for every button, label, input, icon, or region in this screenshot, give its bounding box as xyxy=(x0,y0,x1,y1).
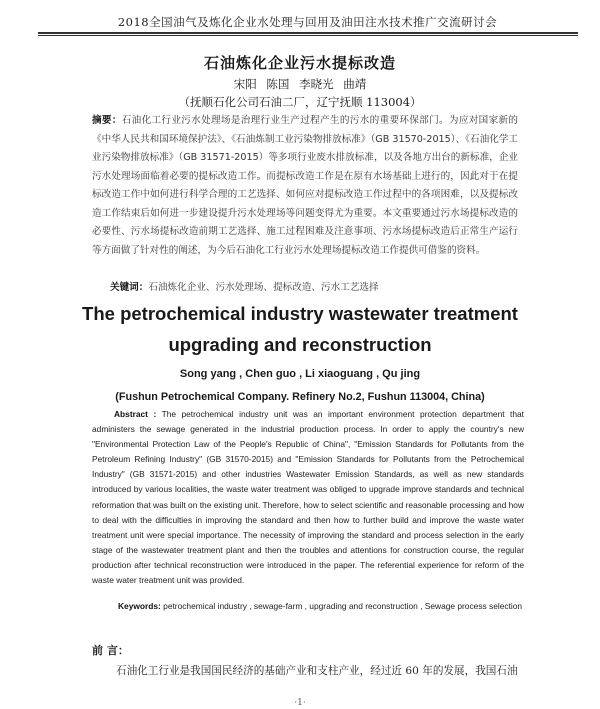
english-keywords-text: petrochemical industry , sewage-farm , upgrading and reconstruction , Sewage process selection xyxy=(163,601,523,611)
chinese-keywords-text: 石油炼化企业、污水处理场、提标改造、污水工艺选择 xyxy=(148,282,379,293)
page-number: ·1· xyxy=(294,698,306,708)
header-rule-thin xyxy=(38,35,578,36)
header-rule xyxy=(38,32,578,34)
english-abstract-label: Abstract : xyxy=(114,409,157,419)
english-title-line-2: upgrading and reconstruction xyxy=(168,334,432,355)
english-title-line-1: The petrochemical industry wastewater treatment xyxy=(82,303,518,324)
english-authors: Song yang , Chen guo , Li xiaoguang , Qu jing xyxy=(179,368,421,380)
english-keywords-label: Keywords: xyxy=(118,601,161,611)
english-abstract xyxy=(92,407,524,588)
running-header: 2018全国油气及炼化企业水处理与回用及油田注水技术推广交流研讨会 xyxy=(117,15,498,29)
chinese-abstract-label: 摘要： xyxy=(92,115,122,126)
english-abstract-text: The petrochemical industry unit was an important environment protection department that administers the sewage generated in the industrial production process. In order to apply the country's new "Environmental Protection Law of the People's Republic of China", "Emission Standards for Pollutants from the Petroleum Refining Industry" (GB 31570-2015) and "Emission Standards for Pollutants from the Petrochemical Industry" (GB 31571-2015) and other industries Wastewater Emission Standards, as well as new standards introduced by various localities, the waste water treatment was obliged to upgrade improve standards and technical reformation that was built on the existing unit. Therefore, how to select scientific and reasonable processing and how to deal with the difficulties in improving the standard and then how to further build and improve the waste water treatment unit were special importance. The necessity of improving the standard and process selection in the early stage of the wastewater treatment plant and then the troubles and attentions for construction course, the regular production after technical reconstruction were introduced in the paper. The referential experience for reform of the waste water treatment unit was provided. xyxy=(92,409,525,586)
chinese-keywords-label: 关键词： xyxy=(110,282,149,293)
english-title xyxy=(0,298,600,360)
chinese-title: 石油炼化企业污水提标改造 xyxy=(203,54,396,72)
english-keywords xyxy=(92,599,524,614)
chinese-affiliation: （抚顺石化公司石油二厂，辽宁抚顺 113004） xyxy=(178,95,422,109)
chinese-abstract xyxy=(92,112,518,260)
preface-heading: 前 言： xyxy=(92,644,129,657)
english-affiliation: (Fushun Petrochemical Company. Refinery No.2, Fushun 113004, China) xyxy=(115,391,485,403)
chinese-abstract-text: 石油化工行业污水处理场是治理行业生产过程产生的污水的重要环保部门。为应对国家新的《中华人民共和国环境保护法》、《石油炼制工业污染物排放标准》（GB 31570-2015）、《石油化学工业污染物排放标准》（GB 31571-2015）等多项行业废水排放标准，以及各地方出台的新标准，企业污水处理场面临着必要的提标改造工作。而提标改造工作是在原有水场基础上进行的，因此对于在提标改造工作中如何进行科学合理的工艺选择、如何应对提标改造工作过程中的各项困难，以及提标改造工作结束后如何进一步建设提升污水处理场等问题变得尤为重要。本文重要通过污水场提标改造的必要性、污水场提标改造前期工艺选择、施工过程困难及注意事项、污水场提标改造后正常生产运行等方面做了针对性的阐述，为今后石油化工行业污水处理场提标改造工作提供可借鉴的资料。 xyxy=(92,115,519,256)
body-paragraph: 石油化工行业是我国国民经济的基础产业和支柱产业，经过近 60 年的发展，我国石油 xyxy=(116,665,518,677)
chinese-authors: 宋阳 陈国 李晓光 曲靖 xyxy=(233,77,367,91)
chinese-keywords xyxy=(110,279,530,293)
